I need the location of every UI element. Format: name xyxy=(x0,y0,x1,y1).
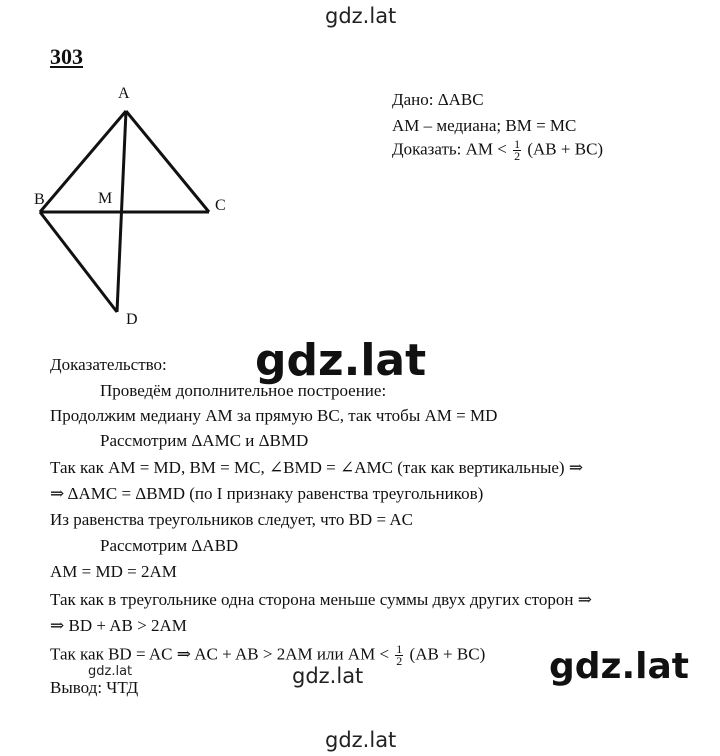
fraction-half-conclusion xyxy=(395,644,403,667)
proof-line-9: Так как в треугольнике одна сторона меньше суммы двух других сторон ⇒ xyxy=(50,590,592,609)
fraction-denominator: 2 xyxy=(514,149,521,163)
proof-conclusion: Вывод: ЧТД xyxy=(50,678,139,697)
proof-line-5: ⇒ ΔAMC = ΔBMD (по I признаку равенства треугольников) xyxy=(50,484,484,503)
proof-line-7: Рассмотрим ΔABD xyxy=(100,536,239,555)
given-line-2: AM – медиана; BM = MC xyxy=(392,116,577,135)
proof-line-10: ⇒ BD + AB > 2AM xyxy=(50,616,187,635)
fraction-denominator: 2 xyxy=(396,654,403,668)
fraction-numerator: 1 xyxy=(396,642,403,656)
proof-line-6: Из равенства треугольников следует, что BD = AC xyxy=(50,510,413,529)
proof-line-8: AM = MD = 2AM xyxy=(50,562,177,581)
fraction-half xyxy=(513,139,521,162)
geometry-figure xyxy=(30,80,250,330)
watermark-middle: gdz.lat xyxy=(255,335,427,386)
segment-ab xyxy=(40,111,126,212)
prove-prefix: Доказать: AM < xyxy=(392,139,507,159)
prove-suffix: (AB + BC) xyxy=(527,139,604,159)
point-label-b: B xyxy=(34,191,45,208)
watermark-low: gdz.lat xyxy=(292,664,364,688)
proof-heading: Доказательство: xyxy=(50,355,167,374)
point-label-a: A xyxy=(118,85,130,102)
watermark-right: gdz.lat xyxy=(549,646,690,687)
point-label-c: C xyxy=(215,197,226,214)
proof-line-3: Рассмотрим ΔAMC и ΔBMD xyxy=(100,431,309,450)
proof-line-1: Проведём дополнительное построение: xyxy=(100,381,387,400)
fraction-numerator: 1 xyxy=(514,137,521,151)
problem-number: 303 xyxy=(50,44,83,69)
given-line-1: Дано: ΔABC xyxy=(392,90,484,109)
proof-line-4: Так как AM = MD, BM = MC, ∠BMD = ∠AMC (так как вертикальные) ⇒ xyxy=(50,458,584,477)
given-line-3 xyxy=(392,139,603,162)
proof-line-11-prefix: Так как BD = AC ⇒ AC + AB > 2AM или AM < xyxy=(50,644,390,664)
proof-line-11-suffix: (AB + BC) xyxy=(409,644,486,664)
point-label-m: M xyxy=(98,190,113,207)
point-label-d: D xyxy=(126,311,138,328)
segment-bd xyxy=(40,212,117,312)
watermark-bottom: gdz.lat xyxy=(325,728,397,752)
segment-ac xyxy=(126,111,209,212)
watermark-small: gdz.lat xyxy=(88,664,133,679)
proof-line-2: Продолжим медиану AM за прямую BC, так чтобы AM = MD xyxy=(50,406,498,425)
watermark-top: gdz.lat xyxy=(325,4,397,28)
